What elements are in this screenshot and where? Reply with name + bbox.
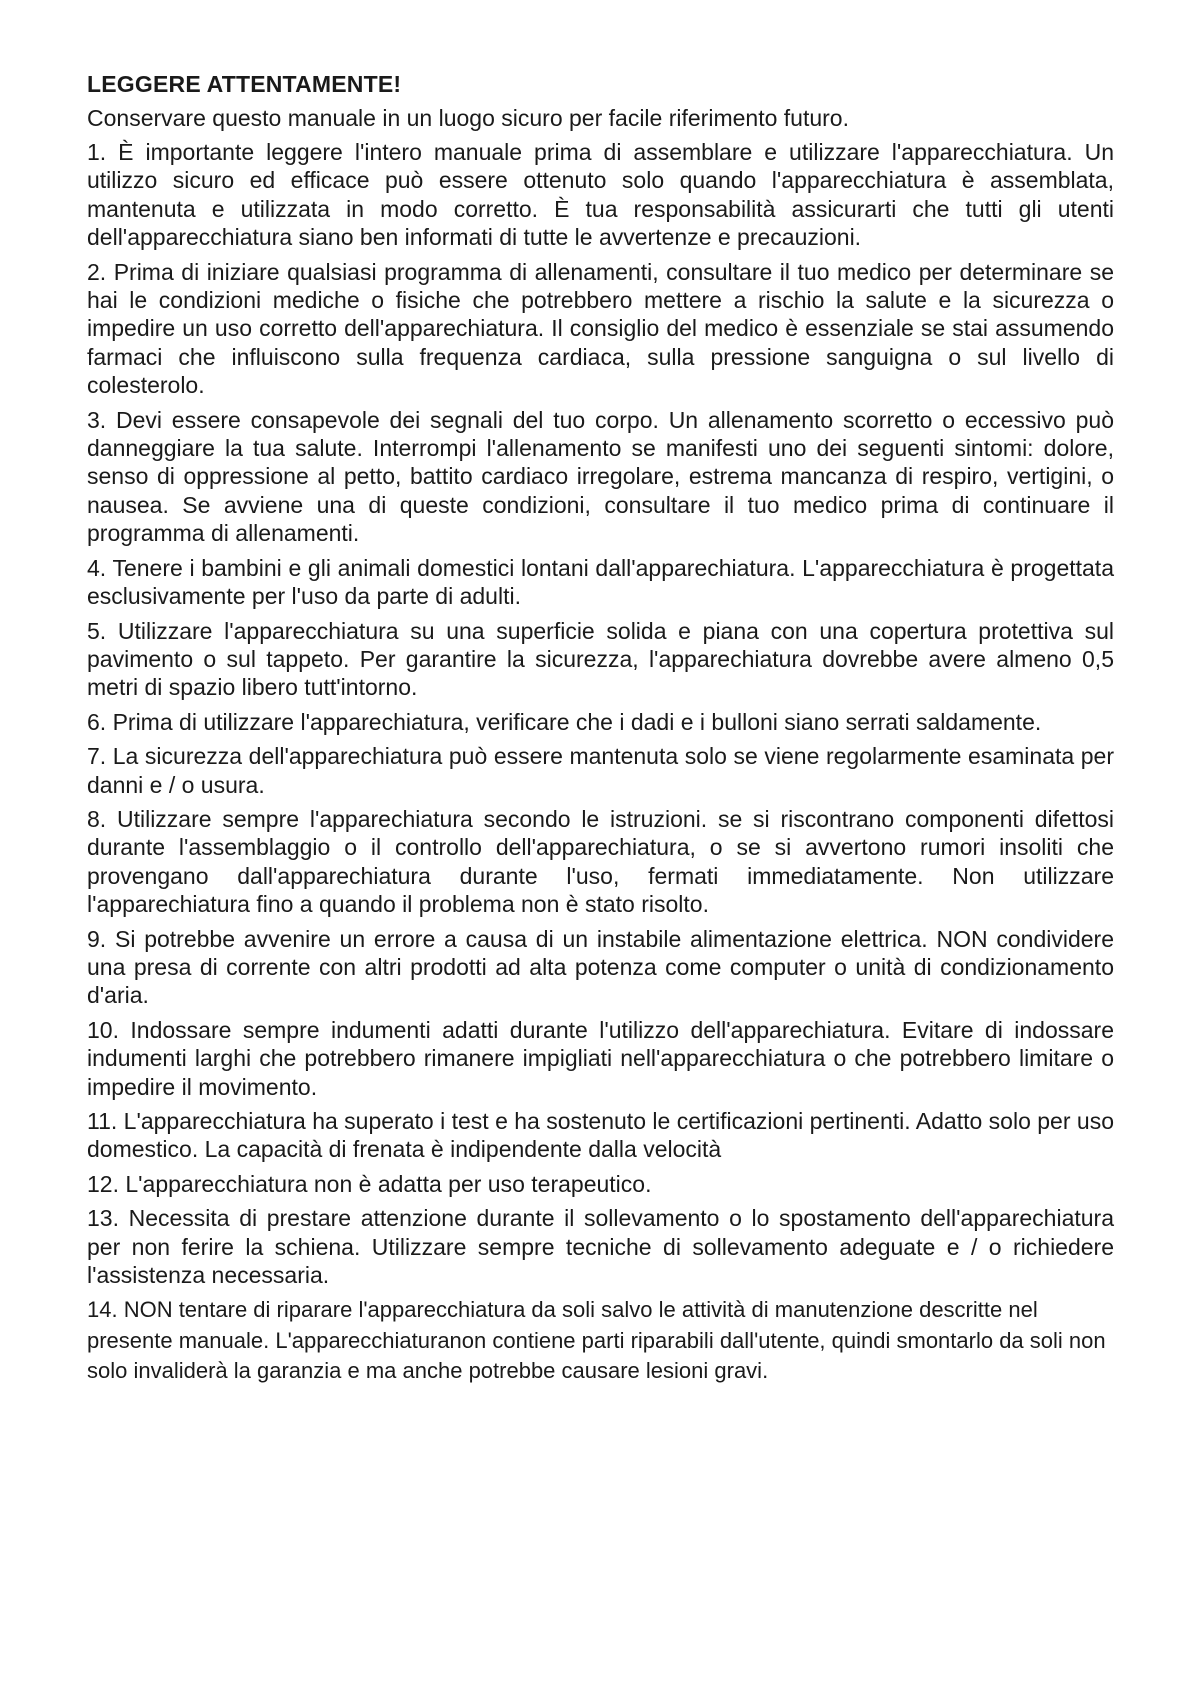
manual-page [87, 70, 1114, 1393]
warning-item-12: 12. L'apparecchiatura non è adatta per uso terapeutico. [87, 1170, 652, 1197]
intro-text: Conservare questo manuale in un luogo sicuro per facile riferimento futuro. [87, 105, 849, 131]
warning-item-3: 3. Devi essere consapevole dei segnali del tuo corpo. Un allenamento scorretto o eccessivo può danneggiare la tua salute. Interrompi l'allenamento se manifesti uno dei seguenti sintomi: dolore, senso di oppressione al petto, battito cardiaco irregolare, estrema mancanza di respiro, vertigini, o nausea. Se avviene una di queste condizioni, consultare il tuo medico prima di continuare il programma di allenamenti. [87, 406, 1114, 547]
warning-item-1: 1. È importante leggere l'intero manuale prima di assemblare e utilizzare l'apparecchiatura. Un utilizzo sicuro ed efficace può essere ottenuto solo quando l'apparecchiatura è assemblata, mantenuta e utilizzata in modo corretto. È tua responsabilità assicurarti che tutti gli utenti dell'apparecchiatura siano ben informati di tutte le avvertenze e precauzioni. [87, 139, 1114, 251]
warning-item-6: 6. Prima di utilizzare l'apparechiatura, verificare che i dadi e i bulloni siano serrati saldamente. [87, 708, 1042, 735]
warning-item-4: 4. Tenere i bambini e gli animali domestici lontani dall'apparechiatura. L'apparecchiatura è progettata esclusivamente per l'uso da parte di adulti. [87, 554, 1114, 610]
page-heading: LEGGERE ATTENTAMENTE! [87, 71, 402, 97]
warning-item-13: 13. Necessita di prestare attenzione durante il sollevamento o lo spostamento dell'apparechiatura per non ferire la schiena. Utilizzare sempre tecniche di sollevamento adeguate e / o richiedere l'assistenza necessaria. [87, 1205, 1114, 1289]
warning-item-2: 2. Prima di iniziare qualsiasi programma di allenamenti, consultare il tuo medico per determinare se hai le condizioni mediche o fisiche che potrebbero mettere a rischio la salute e la sicurezza o impedire un uso corretto dell'apparechiatura. Il consiglio del medico è essenziale se stai assumendo farmaci che influiscono sulla frequenza cardiaca, sulla pressione sanguigna o sul livello di colesterolo. [87, 258, 1114, 399]
warning-item-7: 7. La sicurezza dell'apparechiatura può essere mantenuta solo se viene regolarmente esaminata per danni e / o usura. [87, 743, 1114, 798]
warning-item-11: 11. L'apparecchiatura ha superato i test e ha sostenuto le certificazioni pertinenti. Adatto solo per uso domestico. La capacità di frenata è indipendente dalla velocità [87, 1108, 1114, 1163]
warning-item-9: 9. Si potrebbe avvenire un errore a causa di un instabile alimentazione elettrica. NON condividere una presa di corrente con altri prodotti ad alta potenza come computer o unità di condizionamento d'aria. [87, 925, 1114, 1009]
warning-item-5: 5. Utilizzare l'apparecchiatura su una superficie solida e piana con una copertura protettiva sul pavimento o sul tappeto. Per garantire la sicurezza, l'apparechiatura dovrebbe avere almeno 0,5 metri di spazio libero tutt'intorno. [87, 617, 1114, 701]
warning-item-14: 14. NON tentare di riparare l'apparecchiatura da soli salvo le attività di manutenzione descritte nel presente manuale. L'apparecchiaturanon contiene parti riparabili dall'utente, quindi smontarlo da soli non solo invaliderà la garanzia e ma anche potrebbe causare lesioni gravi. [87, 1297, 1106, 1384]
warning-item-10: 10. Indossare sempre indumenti adatti durante l'utilizzo dell'apparechiatura. Evitare di indossare indumenti larghi che potrebbero rimanere impigliati nell'apparecchiatura o che potrebbero limitare o impedire il movimento. [87, 1016, 1114, 1100]
warning-item-8: 8. Utilizzare sempre l'apparechiatura secondo le istruzioni. se si riscontrano componenti difettosi durante l'assemblaggio o il controllo dell'apparechiatura, o se si avvertono rumori insoliti che provengano dall'apparechiatura durante l'uso, fermati immediatamente. Non utilizzare l'apparechiatura fino a quando il problema non è stato risolto. [87, 805, 1114, 918]
